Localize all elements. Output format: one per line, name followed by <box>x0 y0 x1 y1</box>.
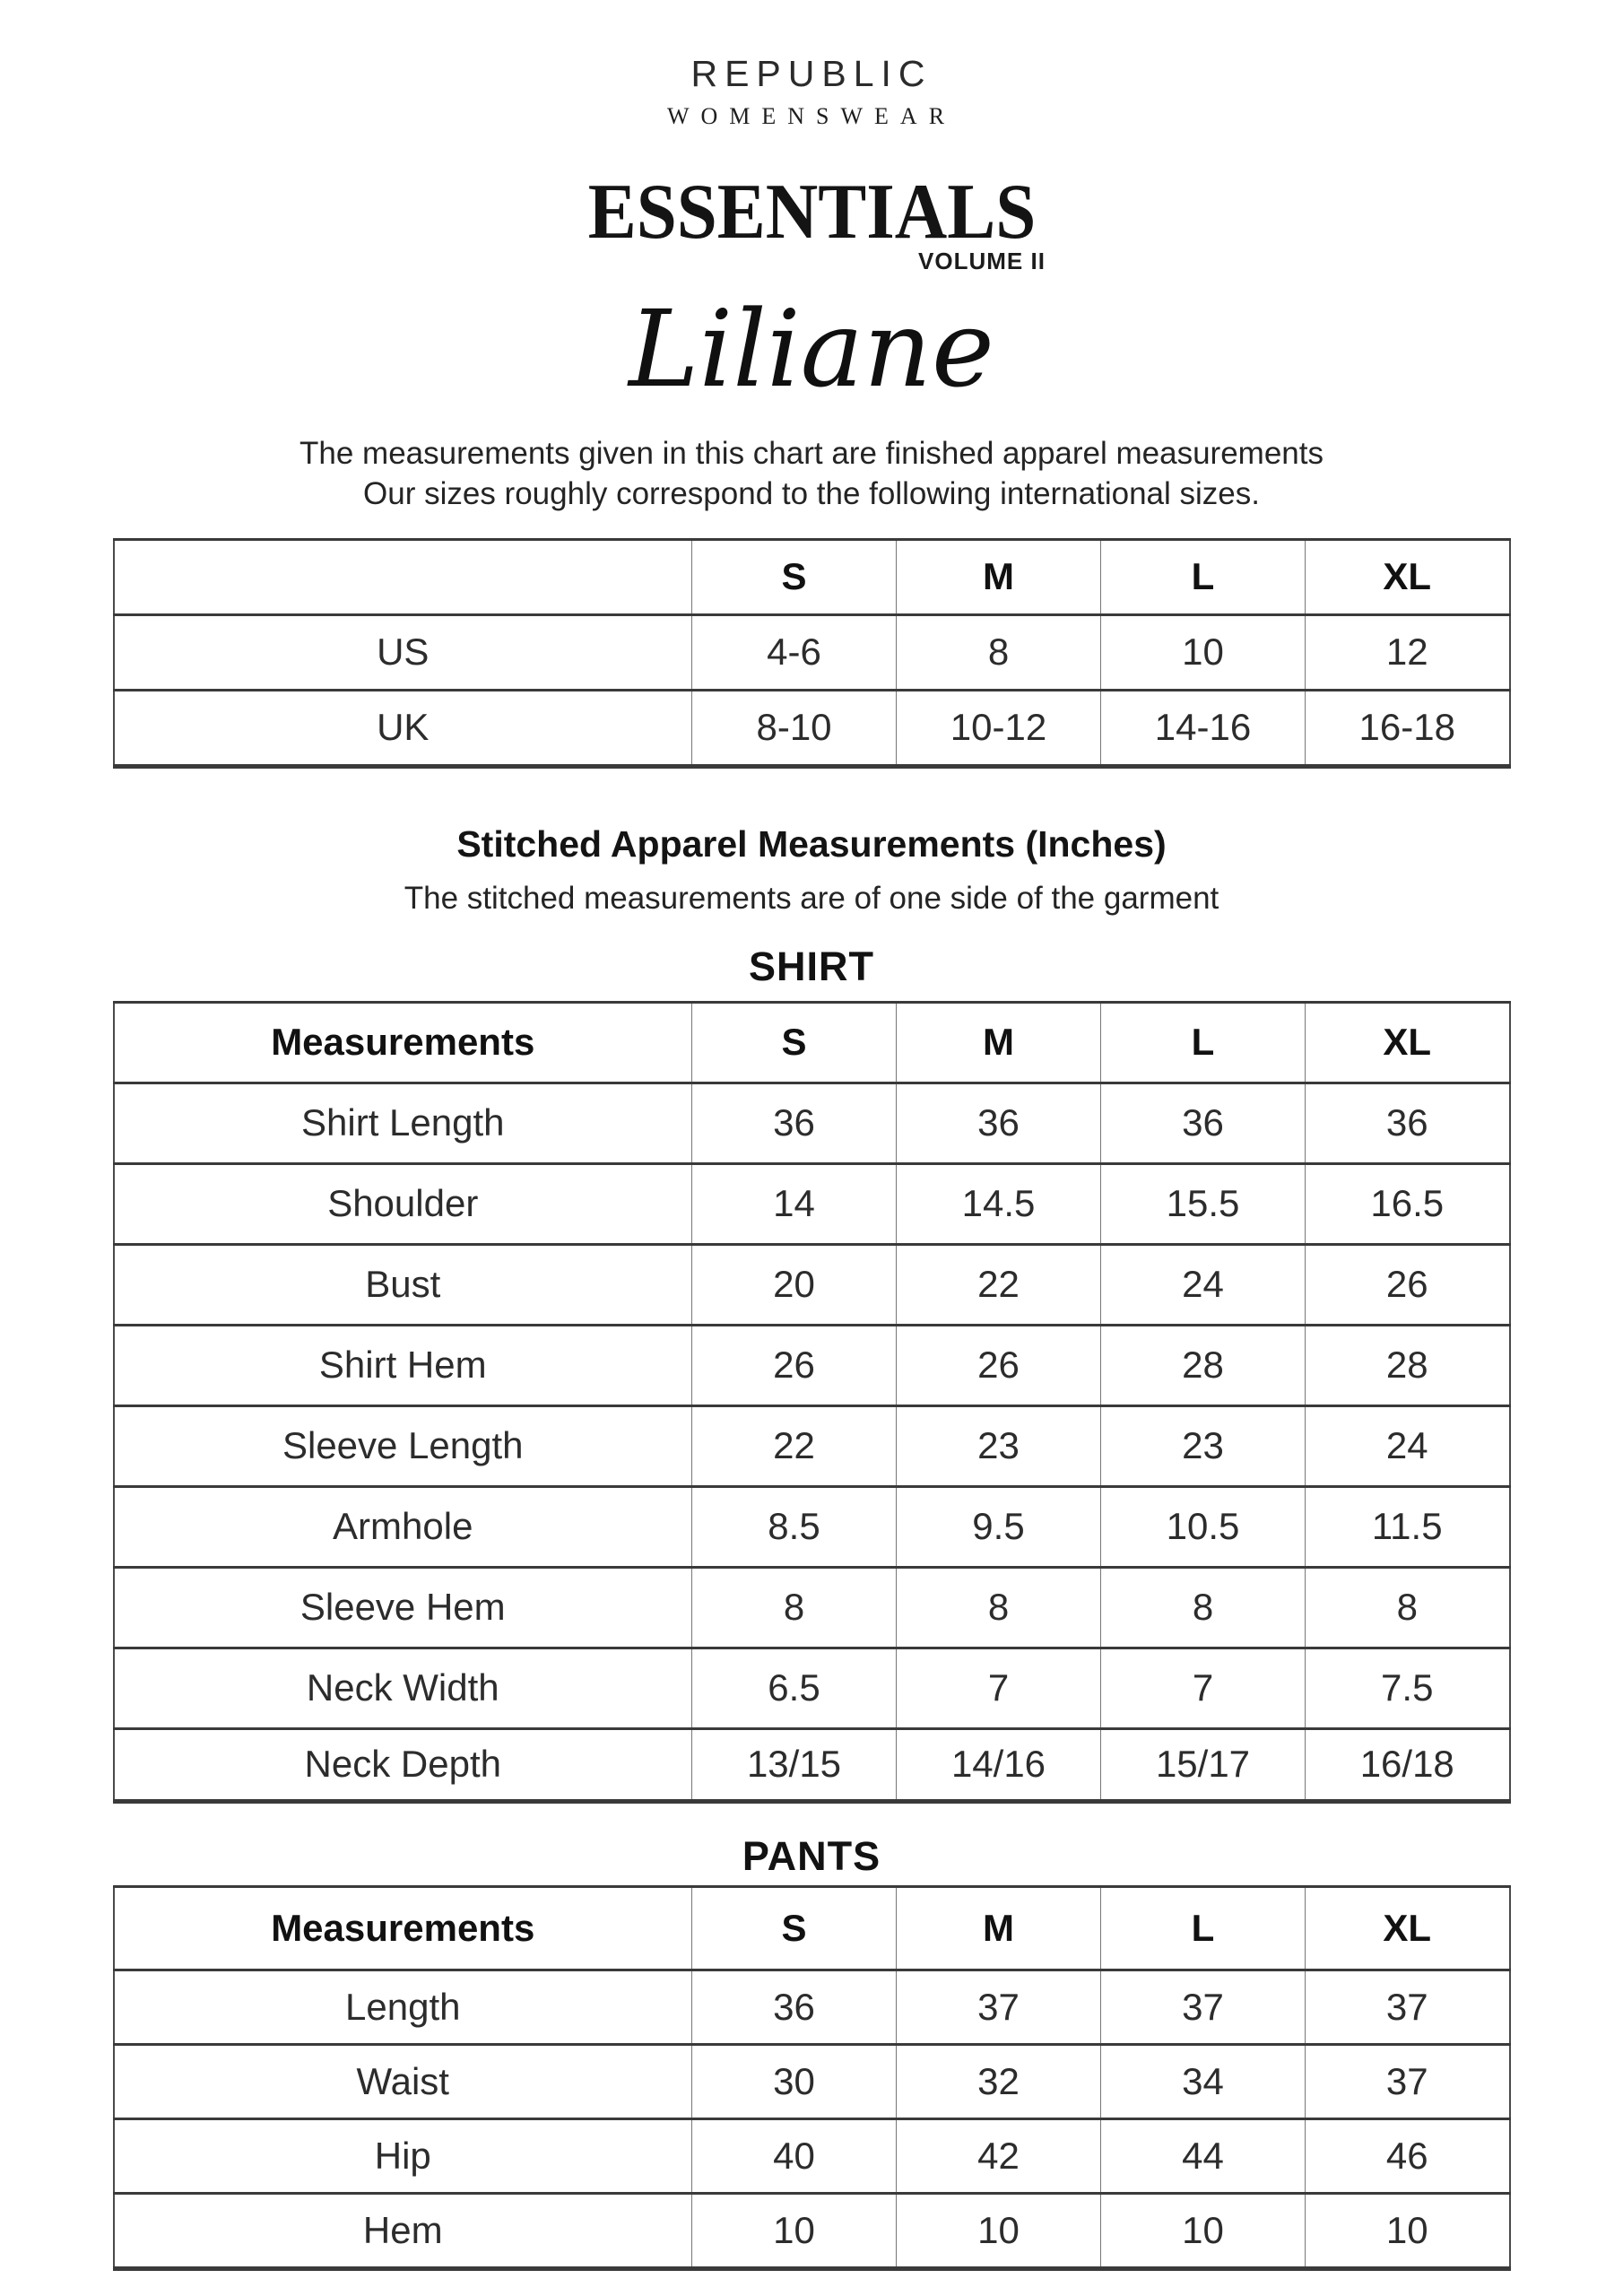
cell: 10.5 <box>1101 1486 1306 1567</box>
cell: 8 <box>897 614 1101 690</box>
table-row <box>114 1648 1510 1728</box>
cell: 32 <box>897 2044 1101 2118</box>
table-row <box>114 2044 1510 2118</box>
measurements-header: Measurements <box>114 1886 692 1970</box>
cell: 40 <box>692 2118 897 2193</box>
cell: 36 <box>692 1970 897 2044</box>
cell: 7.5 <box>1306 1648 1510 1728</box>
cell: 28 <box>1306 1325 1510 1405</box>
cell: 16-18 <box>1306 690 1510 766</box>
cell: 36 <box>692 1083 897 1163</box>
cell: 36 <box>1306 1083 1510 1163</box>
cell: 10 <box>692 2193 897 2268</box>
cell: 4-6 <box>692 614 897 690</box>
cell: 16/18 <box>1306 1728 1510 1801</box>
row-label: Shirt Hem <box>114 1325 692 1405</box>
cell: 14-16 <box>1101 690 1306 766</box>
cell: 10 <box>1101 614 1306 690</box>
size-column-header: M <box>897 1886 1101 1970</box>
measurements-header: Measurements <box>114 1002 692 1083</box>
cell: 8 <box>897 1567 1101 1648</box>
intro-text <box>0 433 1623 515</box>
table-row <box>114 1486 1510 1567</box>
cell: 11.5 <box>1306 1486 1510 1567</box>
cell: 10 <box>1101 2193 1306 2268</box>
row-label: Sleeve Length <box>114 1405 692 1486</box>
size-column-header: S <box>692 1886 897 1970</box>
cell: 14 <box>692 1163 897 1244</box>
cell: 8.5 <box>692 1486 897 1567</box>
cell: 20 <box>692 1244 897 1325</box>
row-label: Waist <box>114 2044 692 2118</box>
cell: 30 <box>692 2044 897 2118</box>
shirt-measurements-table <box>113 1001 1511 1804</box>
cell: 44 <box>1101 2118 1306 2193</box>
row-label: Sleeve Hem <box>114 1567 692 1648</box>
cell: 36 <box>1101 1083 1306 1163</box>
cell: 15/17 <box>1101 1728 1306 1801</box>
section-subtitle: The stitched measurements are of one side of the garment <box>404 880 1219 916</box>
row-label: Shoulder <box>114 1163 692 1244</box>
cell: 42 <box>897 2118 1101 2193</box>
pants-measurements-table <box>113 1885 1511 2271</box>
cell: 34 <box>1101 2044 1306 2118</box>
row-label: Hem <box>114 2193 692 2268</box>
cell: 24 <box>1101 1244 1306 1325</box>
cell: 9.5 <box>897 1486 1101 1567</box>
cell: 24 <box>1306 1405 1510 1486</box>
cell: 15.5 <box>1101 1163 1306 1244</box>
size-column-header: L <box>1101 1002 1306 1083</box>
size-column-header: L <box>1101 539 1306 614</box>
cell: 12 <box>1306 614 1510 690</box>
cell: 8 <box>1101 1567 1306 1648</box>
empty-header-cell <box>114 539 692 614</box>
table-row <box>114 1325 1510 1405</box>
collection-volume-text: VOLUME II <box>918 247 1046 274</box>
intro-line-2: Our sizes roughly correspond to the following international sizes. <box>363 476 1260 512</box>
table-header-row <box>114 1886 1510 1970</box>
table-row <box>114 1405 1510 1486</box>
cell: 7 <box>1101 1648 1306 1728</box>
size-column-header: S <box>692 539 897 614</box>
cell: 37 <box>897 1970 1101 2044</box>
table-header-row <box>114 1002 1510 1083</box>
table-row <box>114 1567 1510 1648</box>
brand-name: REPUBLIC <box>690 53 933 94</box>
row-label: UK <box>114 690 692 766</box>
size-column-header: XL <box>1306 1886 1510 1970</box>
cell: 37 <box>1306 2044 1510 2118</box>
section-title: Stitched Apparel Measurements (Inches) <box>456 822 1167 865</box>
international-sizes-table <box>113 538 1511 769</box>
collection-title-text: ESSENTIALS <box>587 169 1036 256</box>
row-label: Neck Width <box>114 1648 692 1728</box>
brand-division: WOMENSWEAR <box>666 103 957 129</box>
cell: 46 <box>1306 2118 1510 2193</box>
style-name-script: Liliane <box>629 286 994 411</box>
cell: 10 <box>897 2193 1101 2268</box>
cell: 37 <box>1101 1970 1306 2044</box>
cell: 14/16 <box>897 1728 1101 1801</box>
cell: 23 <box>897 1405 1101 1486</box>
cell: 14.5 <box>897 1163 1101 1244</box>
intro-line-1: The measurements given in this chart are finished apparel measurements <box>299 435 1324 471</box>
cell: 37 <box>1306 1970 1510 2044</box>
collection-title <box>0 170 1623 257</box>
row-label: Bust <box>114 1244 692 1325</box>
size-column-header: M <box>897 1002 1101 1083</box>
table-row <box>114 2118 1510 2193</box>
cell: 6.5 <box>692 1648 897 1728</box>
cell: 7 <box>897 1648 1101 1728</box>
cell: 13/15 <box>692 1728 897 1801</box>
table-header-row <box>114 539 1510 614</box>
cell: 23 <box>1101 1405 1306 1486</box>
cell: 26 <box>1306 1244 1510 1325</box>
cell: 28 <box>1101 1325 1306 1405</box>
row-label: Neck Depth <box>114 1728 692 1801</box>
cell: 8 <box>692 1567 897 1648</box>
cell: 8 <box>1306 1567 1510 1648</box>
table-row <box>114 1083 1510 1163</box>
size-column-header: M <box>897 539 1101 614</box>
cell: 36 <box>897 1083 1101 1163</box>
shirt-section-title: SHIRT <box>749 943 874 989</box>
cell: 10 <box>1306 2193 1510 2268</box>
row-label: Shirt Length <box>114 1083 692 1163</box>
size-column-header: XL <box>1306 1002 1510 1083</box>
table-row <box>114 1163 1510 1244</box>
cell: 22 <box>897 1244 1101 1325</box>
table-row <box>114 2193 1510 2268</box>
size-column-header: XL <box>1306 539 1510 614</box>
row-label: Length <box>114 1970 692 2044</box>
table-row <box>114 690 1510 766</box>
pants-section-title: PANTS <box>742 1832 881 1879</box>
table-row <box>114 1728 1510 1801</box>
cell: 26 <box>897 1325 1101 1405</box>
cell: 10-12 <box>897 690 1101 766</box>
size-column-header: S <box>692 1002 897 1083</box>
cell: 22 <box>692 1405 897 1486</box>
row-label: Armhole <box>114 1486 692 1567</box>
row-label: Hip <box>114 2118 692 2193</box>
cell: 26 <box>692 1325 897 1405</box>
cell: 16.5 <box>1306 1163 1510 1244</box>
table-row <box>114 614 1510 690</box>
row-label: US <box>114 614 692 690</box>
table-row <box>114 1244 1510 1325</box>
size-column-header: L <box>1101 1886 1306 1970</box>
table-row <box>114 1970 1510 2044</box>
cell: 8-10 <box>692 690 897 766</box>
